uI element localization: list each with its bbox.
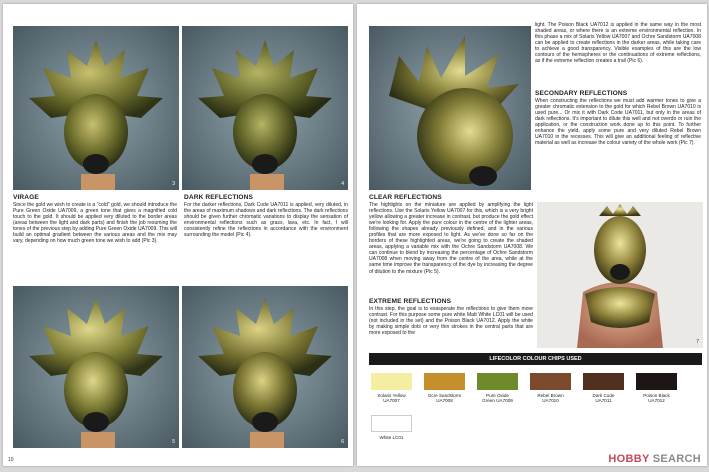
- virage-section: [13, 194, 177, 244]
- section-heading: SECONDARY REFLECTIONS: [535, 90, 628, 97]
- chip-swatch: [636, 373, 677, 390]
- chip-swatch: [424, 373, 465, 390]
- photo-closeup: [369, 26, 531, 190]
- chips-title: LIFECOLOR COLOUR CHIPS USED: [369, 353, 702, 365]
- photo-number: 7: [696, 339, 699, 345]
- section-body: For the darker reflections, Dark Code UA7011 is applied, very diluted, in the areas of maximum shadows and dark reflections. The dark reflections should be given further chromatic variations to display the sensation of environmental reflections such as grass, lava, etc. In fact, I will consistently refine the reflections in accordance with the environment surrounding the model (Pic 4).: [184, 202, 348, 239]
- photo-pic-3: [13, 26, 179, 190]
- clear-reflections-section: [369, 194, 533, 275]
- chip-label: Solaris Yellow UA7007: [377, 393, 406, 404]
- mask-illustration: [182, 26, 348, 190]
- section-body: When constructing the reflections we must add warmer tones to give a greater chromatic extension to the gold for which Rebel Brown UA7010 is used pure... Or mix it with Dark Code UA7011, but only in the areas of dark reflections. It's important to dilute this well and not overdo or ruin the application, or the construction work done up to this point. To further enhance the yield, apply some pure and very diluted Rebel Brown UA7010 in the recesses. This will give an additional feeling of reflective material as well as increase the colour variety of the whole work (Pic 7).: [535, 98, 701, 147]
- photo-pic-6: [182, 286, 348, 448]
- chip-pure-oxide-green: [477, 373, 518, 404]
- chip-label: Pure Oxide Green UA7009: [482, 393, 513, 404]
- figure-illustration: [537, 202, 703, 348]
- left-page: [3, 4, 353, 466]
- secondary-reflections-section: [535, 90, 701, 146]
- photo-number: 6: [341, 439, 344, 445]
- section-body: In this step, the goal is to exasperate the reflections to give them more contrast. For this purpose some pure white Matt White LC01 will be used (not included in the set) and the Poison Black UA7012. Apply the white by making simple dots or very thin strokes in the central parts that are more exposed to the: [369, 306, 533, 337]
- photo-number: 4: [341, 181, 344, 187]
- chip-poison-black: [636, 373, 677, 404]
- photo-number: 5: [172, 439, 175, 445]
- chip-swatch: [371, 373, 412, 390]
- chip-label: Ocre Sandstorm UA7008: [427, 393, 462, 404]
- photo-pic-7: [537, 202, 703, 348]
- photo-pic-5: [13, 286, 179, 448]
- page-number: 10: [8, 457, 14, 463]
- chip-label: Poison Black UA7012: [643, 393, 670, 404]
- chip-solaris-yellow: [371, 373, 412, 404]
- chip-white: [371, 415, 412, 440]
- section-heading: DARK REFLECTIONS: [184, 194, 254, 201]
- extreme-reflections-section: [369, 298, 533, 336]
- chip-swatch: [583, 373, 624, 390]
- photo-pic-4: [182, 26, 348, 190]
- chip-label: Rebel Brown UA7010: [537, 393, 564, 404]
- chip-dark-code: [583, 373, 624, 404]
- section-heading: EXTREME REFLECTIONS: [369, 298, 452, 305]
- dark-reflections-section: [184, 194, 348, 238]
- section-body: Since the gold we wish to create is a "cold" gold, we should introduce the Pure Green Oxide UA7009, a green tone that gives a magnified cold touch to the gold. It should be applied very diluted to the border areas (areas between the light and dark parts) and finish the job resuming the tones of the previous step by adding Pure Green Oxide UA7009. This will build an optimal gradient between the various areas and the mix may vary, depending on how much green tone we wish to add (Pic 3).: [13, 202, 177, 245]
- section-body: light. The Poison Black UA7012 is applied in the same way in the most shaded areas, or where there is an extreme environmental reflection. In this phase a mix of Solaris Yellow UA7007 and Ochre Sandstorm UA7008 can be applied to create reflections in the darker areas, while taking care to achieve a good transparency. Visible examples of this are the low contours of the hemispheres or the continuations of extreme reflections, as if the extreme reflection creates a trail (Pic 6).: [535, 22, 701, 65]
- chip-swatch: [530, 373, 571, 390]
- colour-chips-panel: [369, 353, 702, 452]
- photo-number: 3: [172, 181, 175, 187]
- right-page: [357, 4, 707, 466]
- mask-illustration: [182, 286, 348, 448]
- chip-label: Dark Code UA7011: [592, 393, 615, 404]
- chip-rebel-brown: [530, 373, 571, 404]
- chip-swatch: [371, 415, 412, 432]
- chip-ocre-sandstorm: [424, 373, 465, 404]
- watermark-logo: HOBBY SEARCH: [608, 453, 701, 465]
- chip-label: White LC01: [379, 435, 404, 440]
- section-heading: CLEAR REFLECTIONS: [369, 194, 442, 201]
- mask-illustration: [13, 286, 179, 448]
- mask-illustration: [13, 26, 179, 190]
- section-body: The highlights on the miniature are applied by amplifying the light reflections. Use the Solaris Yellow UA7007 for this, which is a very bright yellow allowing a greater increase in contrast, but produce the gold effect we're looking for. Apply the pure colour in the centre of the lighter areas, following the shapes already previously defined, and in the various profiles that are more exposed to light. As we've done so far on the borders of these highlighted areas, we're going to create the shaded areas, applying a variable mix with the Ochre Sandstorm UA7008. We can continue to blend by increasing the percentage of Ochre Sandstorm UA7008 when moving away from the centre of the area, while at the same time improve the transparency of the dye by increasing the degree of dilution to the mixture (Pic 5).: [369, 202, 533, 275]
- mask-illustration: [369, 26, 531, 190]
- chip-swatch: [477, 373, 518, 390]
- continued-text: [535, 22, 701, 64]
- section-heading: VIRAGE: [13, 194, 39, 201]
